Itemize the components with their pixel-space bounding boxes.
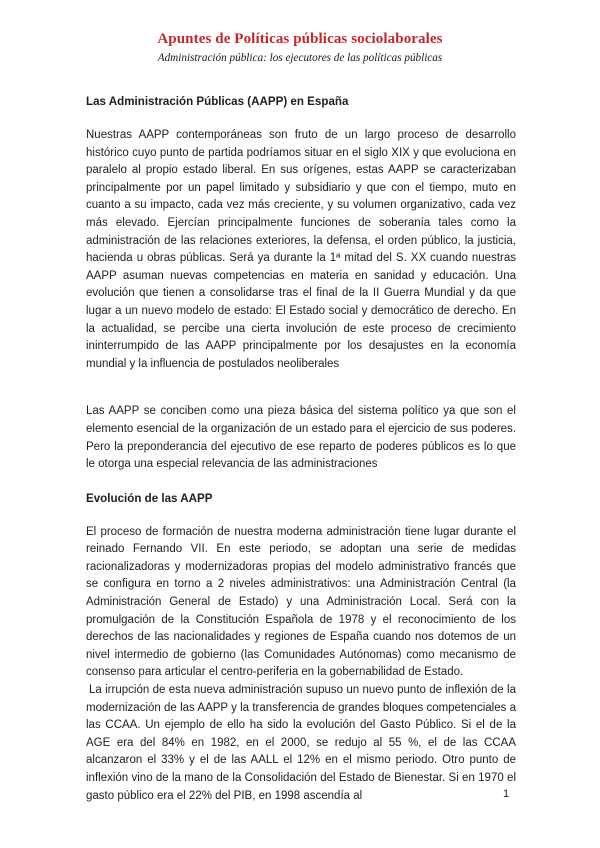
document-header-title: Apuntes de Políticas públicas sociolaborales	[157, 31, 443, 47]
page-number: 1	[503, 788, 510, 800]
paragraph-irrupcion-ccaa: La irrupción de esta nueva administración supuso un nuevo punto de inflexión de la modernización de las AAPP y la transferencia de grandes bloques competenciales a las CCAA. Un ejemplo de ello ha sido la evolución del Gasto Público. Si el de la AGE era del 84% en 1982, en el 2000, se redujo al 55 %, el de las CCAA alcanzaron el 33% y el de las AALL el 12% en el mismo periodo. Otro punto de inflexión vino de la mano de la Consolidación del Estado de Bienestar. Si en 1970 el gasto público era el 22% del PIB, en 1998 ascendía al	[86, 684, 516, 802]
document-header-subtitle: Administración pública: los ejecutores de las políticas públicas	[157, 52, 443, 64]
paragraph-formacion-administracion: El proceso de formación de nuestra moderna administración tiene lugar durante el reinado Fernando VII. En este periodo, se adoptan una serie de medidas racionalizadoras y modernizadoras propias del modelo administrativo francés que se configura en torno a 2 niveles administrativos: una Administración Central (la Administración General de Estado) y una Administración Local. Será con la promulgación de la Constitución Española de 1978 y el reconocimiento de los derechos de las nacionalidades y regiones de España cuando nos dotemos de un nivel intermedio de gobierno (las Comunidades Autónomas) como mecanismo de consenso para articular el centro-periferia en la gobernabilidad de Estado.	[86, 525, 516, 679]
paragraph-pieza-basica: Las AAPP se conciben como una pieza básica del sistema político ya que son el elemento esencial de la organización de un estado para el ejercicio de sus poderes. Pero la preponderancia del ejecutivo de ese reparto de poderes públicos es lo que le otorga una especial relevancia de las administraciones	[86, 405, 516, 471]
paragraph-origen-aapp: Nuestras AAPP contemporáneas son fruto de un largo proceso de desarrollo histórico cuyo punto de partida podríamos situar en el siglo XIX y que evoluciona en paralelo al propio estado liberal. En sus orígenes, estas AAPP se caracterizaban principalmente por un papel limitado y subsidiario y que con el tiempo, muto en cuanto a su impacto, cada vez más creciente, y su volumen organizativo, cada vez más elevado. Ejercían principalmente funciones de soberanía tales como la administración de las relaciones exteriores, la defensa, el orden público, la justicia, hacienda u obras públicas. Será ya durante la 1ª mitad del S. XX cuando nuestras AAPP asuman nuevas competencias en materia en sanidad y educación. Una evolución que tienen a consolidarse tras el final de la II Guerra Mundial y da que lugar a un nuevo modelo de estado: El Estado social y democrático de derecho. En la actualidad, se percibe una cierta involución de este proceso de crecimiento ininterrumpido de las AAPP principalmente por los desajustes en la economía mundial y la influencia de postulados neoliberales	[86, 129, 516, 370]
document-body	[86, 94, 516, 805]
section-heading-aapp-espana: Las Administración Públicas (AAPP) en España	[86, 95, 349, 108]
section-heading-evolucion: Evolución de las AAPP	[86, 491, 213, 505]
